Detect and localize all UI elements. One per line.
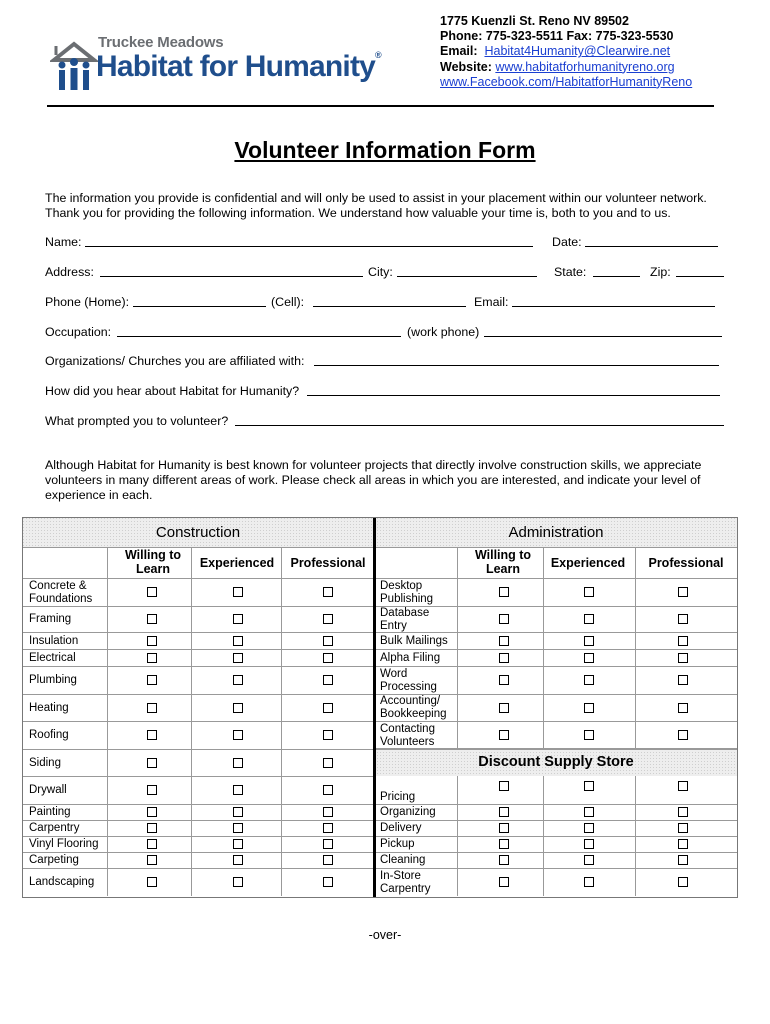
construction-row-text: Painting (29, 806, 71, 818)
name-label: Name: (45, 235, 82, 249)
construction-checkbox-professional[interactable] (323, 758, 333, 768)
store-row-text: Cleaning (380, 854, 426, 866)
administration-col-3: Professional (648, 556, 724, 570)
administration-row-text: Alpha Filing (380, 651, 441, 664)
administration-row-text: Word Processing (380, 667, 437, 693)
construction-row-label (29, 869, 103, 896)
construction-checkbox-professional[interactable] (323, 653, 333, 663)
logo-title-text: Habitat for Humanity (96, 50, 376, 83)
facebook-link[interactable]: www.Facebook.com/HabitatforHumanityReno (440, 74, 693, 89)
store-checkbox-experienced[interactable] (584, 855, 594, 865)
store-checkbox-willing[interactable] (499, 823, 509, 833)
construction-row-label (29, 607, 103, 632)
construction-checkbox-experienced[interactable] (233, 675, 243, 685)
website-link[interactable]: www.habitatforhumanityreno.org (495, 59, 675, 74)
column-divider (457, 776, 458, 896)
column-divider (107, 547, 108, 896)
construction-checkbox-professional[interactable] (323, 785, 333, 795)
construction-checkbox-willing[interactable] (147, 730, 157, 740)
store-checkbox-experienced[interactable] (584, 877, 594, 887)
construction-checkbox-professional[interactable] (323, 823, 333, 833)
construction-row-text: Landscaping (29, 876, 95, 888)
column-divider (281, 547, 282, 896)
construction-col-1: Willing to Learn (124, 548, 182, 576)
phone-home-field[interactable] (133, 306, 266, 307)
store-row-label (380, 805, 454, 820)
prompted-label: What prompted you to volunteer? (45, 414, 229, 428)
administration-checkbox-willing[interactable] (499, 614, 509, 624)
construction-checkbox-professional[interactable] (323, 614, 333, 624)
prompted-field[interactable] (235, 425, 724, 426)
construction-row-text: Carpeting (29, 854, 79, 866)
construction-row-label (29, 853, 103, 868)
phone-fax: Phone: 775-323-5511 Fax: 775-323-5530 (440, 29, 674, 44)
over-note: -over- (368, 928, 402, 942)
construction-checkbox-willing[interactable] (147, 636, 157, 646)
construction-row-text: Framing (29, 613, 72, 625)
work-phone-field[interactable] (484, 336, 722, 337)
construction-checkbox-experienced[interactable] (233, 823, 243, 833)
construction-checkbox-experienced[interactable] (233, 636, 243, 646)
construction-row-label (29, 633, 103, 649)
construction-row-text: Concrete & Foundations (29, 579, 93, 605)
construction-row-text: Carpentry (29, 822, 80, 834)
registered-mark: ® (375, 50, 381, 60)
construction-checkbox-professional[interactable] (323, 587, 333, 597)
construction-row-label (29, 837, 103, 852)
construction-checkbox-experienced[interactable] (233, 703, 243, 713)
administration-row-label (380, 695, 454, 721)
construction-row-text: Roofing (29, 729, 69, 741)
intro-paragraph (45, 191, 707, 221)
construction-row-label (29, 750, 103, 776)
administration-checkbox-professional[interactable] (678, 730, 688, 740)
intro-line-1: The information you provide is confidential and will only be used to assist in your placement within our volunteer network. (45, 191, 707, 205)
construction-col-3: Professional (290, 556, 366, 570)
email-label: Email: (440, 44, 478, 59)
construction-checkbox-experienced[interactable] (233, 614, 243, 624)
construction-checkbox-experienced[interactable] (233, 758, 243, 768)
name-field[interactable] (85, 246, 533, 247)
store-checkbox-experienced[interactable] (584, 823, 594, 833)
administration-row-label (380, 579, 454, 606)
administration-checkbox-willing[interactable] (499, 636, 509, 646)
header-divider (47, 105, 714, 107)
administration-checkbox-willing[interactable] (499, 703, 509, 713)
store-row-label (380, 869, 454, 896)
facebook-line (440, 75, 692, 90)
administration-checkbox-experienced[interactable] (584, 614, 594, 624)
administration-checkbox-experienced[interactable] (584, 587, 594, 597)
construction-checkbox-professional[interactable] (323, 703, 333, 713)
construction-row-text: Drywall (29, 784, 67, 796)
construction-row-label (29, 695, 103, 721)
column-divider (543, 776, 544, 896)
house-people-icon (50, 38, 98, 98)
construction-checkbox-willing[interactable] (147, 587, 157, 597)
store-row-text: Pricing (380, 791, 416, 803)
store-checkbox-experienced[interactable] (584, 781, 594, 791)
email-line (440, 44, 692, 59)
construction-row-label (29, 650, 103, 666)
construction-checkbox-professional[interactable] (323, 636, 333, 646)
city-field[interactable] (397, 276, 537, 277)
store-checkbox-professional[interactable] (678, 807, 688, 817)
store-checkbox-willing[interactable] (499, 807, 509, 817)
construction-row-text: Plumbing (29, 674, 77, 686)
address-field[interactable] (100, 276, 363, 277)
administration-checkbox-experienced[interactable] (584, 653, 594, 663)
construction-checkbox-experienced[interactable] (233, 839, 243, 849)
construction-checkbox-willing[interactable] (147, 614, 157, 624)
administration-row-text: Contacting Volunteers (380, 722, 435, 748)
store-row-label (380, 821, 454, 836)
administration-checkbox-experienced[interactable] (584, 636, 594, 646)
construction-checkbox-willing[interactable] (147, 703, 157, 713)
phone-home-label: Phone (Home): (45, 295, 130, 309)
store-row-label (380, 777, 454, 804)
construction-row-label (29, 579, 103, 606)
store-checkbox-professional[interactable] (678, 855, 688, 865)
store-checkbox-professional[interactable] (678, 781, 688, 791)
skills-intro-line-2: volunteers in many different areas of work. Please check all areas in which you are interested, and indicate your level of (45, 473, 701, 487)
administration-row-text: Database Entry (380, 606, 430, 632)
administration-checkbox-willing[interactable] (499, 675, 509, 685)
email-field-label: Email: (474, 295, 509, 309)
date-field[interactable] (585, 246, 718, 247)
construction-row-text: Insulation (29, 634, 79, 647)
prompted-row (45, 413, 745, 429)
column-divider (191, 547, 192, 896)
construction-checkbox-willing[interactable] (147, 807, 157, 817)
construction-row-label (29, 805, 103, 820)
administration-checkbox-professional[interactable] (678, 587, 688, 597)
state-label: State: (554, 265, 587, 279)
cell-label: (Cell): (271, 295, 305, 309)
heard-row (45, 383, 745, 399)
zip-field[interactable] (676, 276, 724, 277)
construction-row-label (29, 667, 103, 694)
store-checkbox-professional[interactable] (678, 877, 688, 887)
column-divider (457, 547, 458, 748)
org-address: 1775 Kuenzli St. Reno NV 89502 (440, 14, 629, 28)
occupation-field[interactable] (117, 336, 401, 337)
store-checkbox-willing[interactable] (499, 839, 509, 849)
skills-intro-line-3: experience in each. (45, 488, 153, 502)
store-row-label (380, 837, 454, 852)
intro-line-2: Thank you for providing the following information. We understand how valuable your time is, both to you and to us. (45, 206, 671, 220)
construction-checkbox-experienced[interactable] (233, 653, 243, 663)
email-field[interactable] (512, 306, 715, 307)
construction-checkbox-professional[interactable] (323, 807, 333, 817)
store-row-text: Organizing (380, 806, 436, 818)
construction-title: Construction (155, 524, 241, 541)
contact-block (440, 14, 692, 90)
logo-subtitle: Truckee Meadows (98, 34, 224, 51)
administration-row-text: Accounting/ Bookkeeping (380, 695, 447, 720)
administration-row-label (380, 722, 454, 749)
cell-field[interactable] (313, 306, 466, 307)
administration-row-label (380, 650, 454, 666)
row-divider (23, 547, 737, 548)
construction-col-2: Experienced (199, 556, 275, 570)
organizations-label: Organizations/ Churches you are affiliated with: (45, 354, 305, 368)
administration-checkbox-experienced[interactable] (584, 730, 594, 740)
column-divider (635, 776, 636, 896)
skills-intro-line-1: Although Habitat for Humanity is best known for volunteer projects that directly involve construction skills, we appreciate (45, 458, 702, 472)
construction-checkbox-willing[interactable] (147, 855, 157, 865)
construction-row-label (29, 777, 103, 804)
administration-row-label (380, 607, 454, 632)
organizations-row (45, 353, 745, 369)
administration-row-label (380, 667, 454, 694)
administration-checkbox-experienced[interactable] (584, 703, 594, 713)
construction-checkbox-experienced[interactable] (233, 855, 243, 865)
construction-row-text: Vinyl Flooring (29, 838, 99, 850)
store-checkbox-professional[interactable] (678, 839, 688, 849)
store-row-text: In-Store Carpentry (380, 869, 431, 895)
construction-row-label (29, 821, 103, 836)
construction-checkbox-professional[interactable] (323, 839, 333, 849)
email-link[interactable]: Habitat4Humanity@Clearwire.net (484, 44, 671, 59)
administration-checkbox-professional[interactable] (678, 675, 688, 685)
skills-table (22, 517, 738, 898)
construction-row-label (29, 722, 103, 749)
column-divider (373, 518, 376, 897)
administration-row-label (380, 633, 454, 649)
construction-row-text: Heating (29, 701, 69, 714)
administration-checkbox-professional[interactable] (678, 653, 688, 663)
administration-row-text: Bulk Mailings (380, 634, 448, 647)
website-line (440, 60, 692, 75)
construction-checkbox-willing[interactable] (147, 675, 157, 685)
construction-checkbox-professional[interactable] (323, 877, 333, 887)
name-date-row (45, 234, 745, 250)
store-row-label (380, 853, 454, 868)
row-divider (375, 749, 737, 750)
column-divider (635, 547, 636, 748)
store-title: Discount Supply Store (478, 754, 634, 770)
construction-checkbox-willing[interactable] (147, 653, 157, 663)
administration-col-2: Experienced (550, 556, 626, 570)
construction-checkbox-professional[interactable] (323, 855, 333, 865)
store-checkbox-professional[interactable] (678, 823, 688, 833)
store-row-text: Delivery (380, 822, 422, 834)
construction-checkbox-experienced[interactable] (233, 877, 243, 887)
address-label: Address: (45, 265, 94, 279)
address-row (45, 264, 745, 280)
logo-title (96, 50, 381, 84)
store-checkbox-willing[interactable] (499, 781, 509, 791)
construction-checkbox-willing[interactable] (147, 758, 157, 768)
administration-col-1: Willing to Learn (474, 548, 532, 576)
construction-checkbox-willing[interactable] (147, 823, 157, 833)
administration-checkbox-experienced[interactable] (584, 675, 594, 685)
administration-row-text: Desktop Publishing (380, 579, 434, 605)
construction-checkbox-professional[interactable] (323, 675, 333, 685)
skills-intro (45, 458, 701, 503)
construction-checkbox-professional[interactable] (323, 730, 333, 740)
phone-row (45, 294, 745, 310)
construction-checkbox-experienced[interactable] (233, 587, 243, 597)
store-checkbox-willing[interactable] (499, 877, 509, 887)
construction-checkbox-willing[interactable] (147, 785, 157, 795)
state-field[interactable] (593, 276, 640, 277)
store-checkbox-willing[interactable] (499, 855, 509, 865)
administration-checkbox-professional[interactable] (678, 636, 688, 646)
construction-checkbox-willing[interactable] (147, 839, 157, 849)
work-phone-label: (work phone) (407, 325, 480, 339)
column-divider (543, 547, 544, 748)
construction-checkbox-experienced[interactable] (233, 785, 243, 795)
zip-label: Zip: (650, 265, 671, 279)
administration-checkbox-professional[interactable] (678, 614, 688, 624)
occupation-row (45, 324, 745, 340)
store-checkbox-experienced[interactable] (584, 839, 594, 849)
occupation-label: Occupation: (45, 325, 112, 339)
construction-checkbox-experienced[interactable] (233, 730, 243, 740)
website-label: Website: (440, 59, 492, 74)
administration-checkbox-willing[interactable] (499, 587, 509, 597)
organizations-field[interactable] (314, 365, 719, 366)
store-row-text: Pickup (380, 838, 415, 850)
heard-field[interactable] (307, 395, 720, 396)
administration-checkbox-willing[interactable] (499, 653, 509, 663)
construction-row-text: Siding (29, 756, 61, 769)
construction-row-text: Electrical (29, 651, 76, 664)
construction-checkbox-experienced[interactable] (233, 807, 243, 817)
city-label: City: (368, 265, 393, 279)
administration-title: Administration (508, 524, 604, 541)
heard-label: How did you hear about Habitat for Humanity? (45, 384, 300, 398)
form-title: Volunteer Information Form (234, 137, 536, 163)
store-checkbox-experienced[interactable] (584, 807, 594, 817)
administration-checkbox-professional[interactable] (678, 703, 688, 713)
administration-checkbox-willing[interactable] (499, 730, 509, 740)
construction-checkbox-willing[interactable] (147, 877, 157, 887)
date-label: Date: (552, 235, 582, 249)
